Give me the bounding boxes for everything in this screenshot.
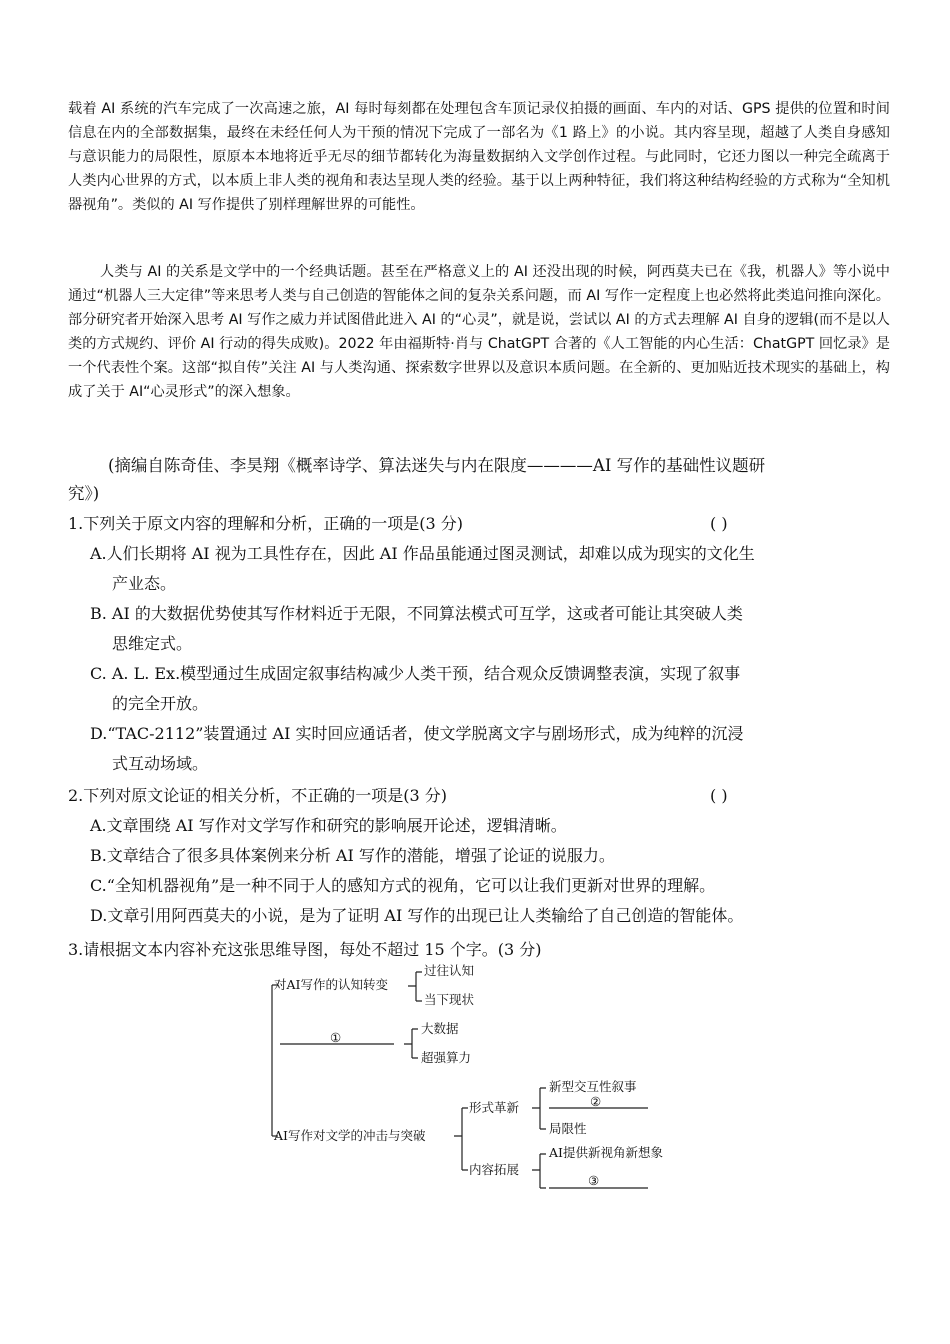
computing-power-label: 超强算力 (421, 1050, 472, 1065)
option-c: C.“全知机器视角”是一种不同于人的感知方式的视角，它可以让我们更新对世界的理解。 (90, 876, 716, 895)
option-c-line-1: C. A. L. Ex.模型通过生成固定叙事结构减少人类干预，结合观众反馈调整表演，实现了叙事 (90, 664, 741, 683)
option-b: B.文章结合了很多具体案例来分析 AI 写作的潜能，增强了论证的说服力。 (90, 846, 615, 865)
option-a-line-1: A.人们长期将 AI 视为工具性存在，因此 AI 作品虽能通过图灵测试，却难以成为现实的文化生 (90, 544, 755, 563)
source-citation (68, 452, 890, 508)
option-b-line-1: B. AI 的大数据优势使其写作材料近于无限，不同算法模式可互学，这或者可能让其突破人类 (90, 604, 743, 623)
option-c-line-2: 的完全开放。 (112, 694, 209, 713)
paragraph-1-text: 载着 AI 系统的汽车完成了一次高速之旅，AI 每时每刻都在处理包含车顶记录仪拍摄的画面、车内的对话、GPS 提供的位置和时间信息在内的全部数据集，最终在未经任何人为干预的情况下完成了一部名为《1 路上》的小说。其内容呈现，超越了人类自身感知与意识能力的局限性，原原本本地将近乎无尽的细节都转化为海量数据纳入文学创作过程。与此同时，它还力图以一种完全疏离于人类内心世界的方式，以本质上非人类的视角和表达呈现人类的经验。基于以上两种特征，我们将这种结构经验的方式称为“全知机器视角”。类似的 AI 写作提供了别样理解世界的可能性。 (68, 101, 890, 213)
branch-1-bracket (408, 972, 422, 1001)
option-d: D.文章引用阿西莫夫的小说，是为了证明 AI 写作的出现已让人类输给了自己创造的智能体。 (90, 906, 744, 925)
interactive-narrative-label: 新型交互性叙事 (549, 1079, 637, 1094)
branch-impact-breakthrough: AI写作对文学的冲击与突破 (274, 1128, 426, 1143)
answer-paren: ( ) (710, 786, 728, 805)
question-2-stem-text: 2.下列对原文论证的相关分析，不正确的一项是(3 分) (68, 786, 448, 805)
option-b-line-2: 思维定式。 (112, 634, 193, 653)
content-bracket (532, 1154, 546, 1188)
mind-map (258, 958, 698, 1198)
question-1-stem (68, 509, 898, 539)
question-2-stem (68, 781, 898, 811)
paragraph-2-text: 人类与 AI 的关系是文学中的一个经典话题。甚至在严格意义上的 AI 还没出现的时候，阿西莫夫已在《我，机器人》等小说中通过“机器人三大定律”等来思考人类与自己创造的智能体之间的复杂关系问题，而 AI 写作一定程度上也必然将此类追问推向深化。部分研究者开始深入思考 AI 写作之威力并试图借此进入 AI 的“心灵”，就是说，尝试以 AI 的方式去理解 AI 自身的逻辑(而不是以人类的方式规约、评价 AI 行动的得失成败)。2022 年由福斯特·肖与 ChatGPT 合著的《人工智能的内心生活：ChatGPT 回忆录》是一个代表性个案。这部“拟自传”关注 AI 与人类沟通、探索数字世界以及意识本质问题。在全新的、更加贴近技术现实的基础上，构成了关于 AI“心灵形式”的深入想象。 (68, 264, 890, 400)
form-bracket (532, 1088, 546, 1129)
option-d-line-1: D.“TAC-2112”装置通过 AI 实时回应通话者，使文学脱离文字与剧场形式，成为纯粹的沉浸 (90, 724, 744, 743)
option-a: A.文章围绕 AI 写作对文学写作和研究的影响展开论述，逻辑清晰。 (90, 816, 567, 835)
source-line-1: (摘编自陈奇佳、李昊翔《概率诗学、算法迷失与内在限度————AI 写作的基础性议题研 (108, 456, 766, 475)
option-d-line-2: 式互动场域。 (112, 754, 209, 773)
option-a (68, 539, 898, 599)
question-1 (68, 509, 898, 779)
source-line-2: 究》) (68, 484, 100, 503)
blank-1-marker: ① (330, 1030, 342, 1045)
current-status-label: 当下现状 (424, 992, 475, 1007)
option-b (68, 599, 898, 659)
new-perspective-label: AI提供新视角新想象 (549, 1145, 663, 1160)
limitation-label: 局限性 (549, 1121, 587, 1136)
branch-2-bracket (404, 1029, 418, 1058)
big-data-label: 大数据 (421, 1021, 459, 1036)
question-2 (68, 781, 898, 931)
passage-paragraph-2 (68, 260, 890, 404)
option-a-line-2: 产业态。 (112, 574, 177, 593)
blank-3-marker: ③ (588, 1173, 600, 1188)
passage-paragraph-1 (68, 97, 890, 217)
branch-cognition-shift: 对AI写作的认知转变 (274, 977, 388, 992)
content-expansion-label: 内容拓展 (469, 1162, 520, 1177)
branch-3-bracket (454, 1108, 468, 1170)
option-d (68, 719, 898, 779)
question-3-stem: 3.请根据文本内容补充这张思维导图，每处不超过 15 个字。(3 分) (68, 940, 542, 959)
answer-paren: ( ) (710, 514, 728, 533)
question-1-stem-text: 1.下列关于原文内容的理解和分析，正确的一项是(3 分) (68, 514, 464, 533)
form-innovation-label: 形式革新 (469, 1100, 520, 1115)
option-c (68, 659, 898, 719)
blank-2-marker: ② (590, 1094, 602, 1109)
past-cognition-label: 过往认知 (424, 963, 475, 978)
